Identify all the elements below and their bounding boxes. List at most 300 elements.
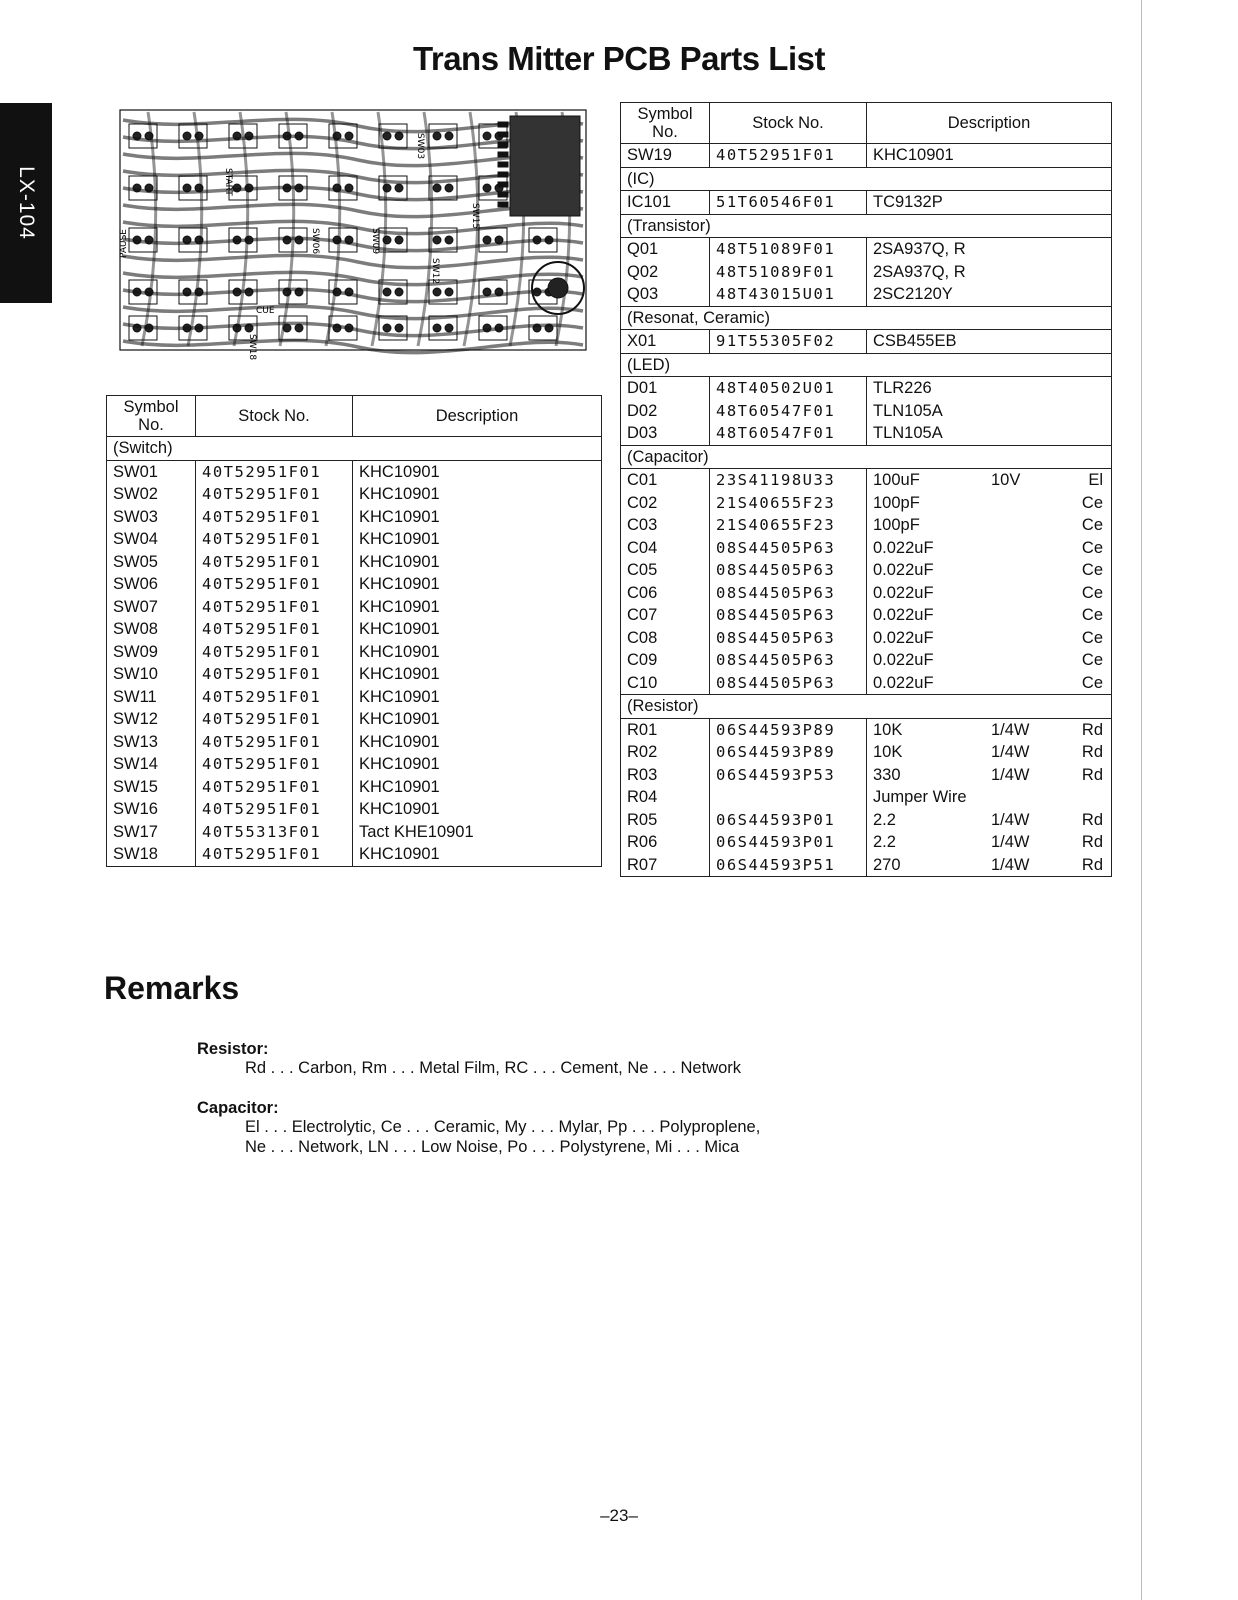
pcb-solder-point: [383, 324, 391, 332]
group-label: (Resonat, Ceramic): [621, 306, 1112, 330]
stock-cell: 21S40655F23: [710, 514, 867, 537]
description-cell: [867, 582, 1112, 605]
pcb-solder-point: [395, 132, 403, 140]
type-code: Ce: [1081, 673, 1103, 692]
pcb-solder-point: [483, 132, 491, 140]
group-label: (Capacitor): [621, 445, 1112, 469]
stock-cell: 48T60547F01: [710, 400, 867, 423]
table-row: [621, 283, 1112, 306]
page-title: Trans Mitter PCB Parts List: [413, 40, 825, 77]
pcb-solder-point: [345, 132, 353, 140]
rating-value: [991, 604, 1073, 627]
stock-cell: 40T52951F01: [196, 573, 353, 596]
description-cell: TLR226: [867, 377, 1112, 400]
side-tab-label: LX-104: [15, 166, 38, 240]
description-value: 100pF: [873, 493, 920, 512]
pcb-ic-pin: [498, 122, 508, 127]
pcb-ic-pin: [498, 152, 508, 157]
stock-cell: 48T60547F01: [710, 422, 867, 445]
stock-cell: 21S40655F23: [710, 492, 867, 515]
symbol-cell: C10: [621, 672, 710, 695]
description-cell: Tact KHE10901: [353, 821, 602, 844]
table-row: [621, 764, 1112, 787]
stock-cell: 40T52951F01: [196, 483, 353, 506]
stock-cell: 08S44505P63: [710, 649, 867, 672]
symbol-cell: R07: [621, 854, 710, 877]
description-cell: [867, 854, 1112, 877]
table-row: [621, 649, 1112, 672]
table-row: [107, 596, 602, 619]
description-cell: [867, 492, 1112, 515]
symbol-cell: SW15: [107, 776, 196, 799]
symbol-cell: IC101: [621, 191, 710, 215]
pcb-trace: [123, 340, 583, 352]
pcb-solder-point: [395, 288, 403, 296]
description-cell: KHC10901: [353, 596, 602, 619]
rating-value: 1/4W: [991, 743, 1030, 761]
stock-cell: 40T52951F01: [196, 528, 353, 551]
symbol-cell: D02: [621, 400, 710, 423]
pcb-solder-point: [433, 184, 441, 192]
symbol-cell: C08: [621, 627, 710, 650]
table-row: [107, 753, 602, 776]
symbol-cell: SW14: [107, 753, 196, 776]
stock-cell: 51T60546F01: [710, 191, 867, 215]
pcb-solder-point: [445, 288, 453, 296]
pcb-ic-pin: [498, 162, 508, 167]
symbol-cell: SW17: [107, 821, 196, 844]
description-cell: TC9132P: [867, 191, 1112, 215]
table-row: [107, 573, 602, 596]
description-value: 0.022uF: [873, 628, 934, 647]
description-value: Jumper Wire: [873, 788, 967, 806]
pcb-ic-pin: [498, 202, 508, 207]
description-cell: [867, 537, 1112, 560]
pcb-silkscreen-label: SW03: [415, 133, 425, 160]
stock-cell: 40T52951F01: [196, 798, 353, 821]
description-cell: [867, 604, 1112, 627]
group-label: (LED): [621, 353, 1112, 377]
page-number: –23–: [600, 1506, 638, 1525]
description-value: 2.2: [873, 833, 896, 851]
description-value: 10K: [873, 743, 903, 761]
rating-value: [991, 627, 1073, 650]
stock-cell: 40T52951F01: [196, 551, 353, 574]
rating-value: [991, 649, 1073, 672]
type-code: [1073, 786, 1103, 809]
description-cell: TLN105A: [867, 400, 1112, 423]
symbol-cell: C06: [621, 582, 710, 605]
symbol-cell: SW19: [621, 144, 710, 168]
description-value: 0.022uF: [873, 606, 934, 624]
symbol-cell: SW11: [107, 686, 196, 709]
table-row: [621, 377, 1112, 400]
parts-table-right: [620, 102, 1112, 877]
rating-value: 1/4W: [991, 810, 1030, 829]
pcb-solder-point: [445, 324, 453, 332]
capacitor-legend-line2: Ne . . . Network, LN . . . Low Noise, Po . . . Polystyrene, Mi . . . Mica: [245, 1138, 740, 1156]
description-cell: KHC10901: [353, 708, 602, 731]
description-value: 10K: [873, 720, 903, 739]
rating-value: 1/4W: [991, 765, 1030, 784]
description-value: 330: [873, 765, 901, 784]
table-row: [621, 400, 1112, 423]
description-cell: KHC10901: [353, 483, 602, 506]
description-cell: KHC10901: [353, 753, 602, 776]
description-value: 270: [873, 855, 901, 874]
table-row: [107, 506, 602, 529]
description-value: 100pF: [873, 516, 920, 534]
description-cell: KHC10901: [353, 663, 602, 686]
type-code: Rd: [1081, 810, 1103, 829]
stock-cell: 06S44593P89: [710, 718, 867, 741]
symbol-cell: SW03: [107, 506, 196, 529]
pcb-solder-point: [395, 184, 403, 192]
description-cell: [867, 718, 1112, 741]
stock-cell: 06S44593P89: [710, 741, 867, 764]
description-cell: [867, 786, 1112, 809]
description-cell: 2SA937Q, R: [867, 238, 1112, 261]
stock-cell: 40T52951F01: [196, 596, 353, 619]
pcb-ic-block: [510, 116, 580, 216]
stock-cell: 91T55305F02: [710, 330, 867, 354]
table-row: [107, 460, 602, 483]
stock-cell: 08S44505P63: [710, 627, 867, 650]
table-row: [621, 854, 1112, 877]
pcb-silkscreen-label: PAUSE: [119, 229, 129, 258]
symbol-cell: C09: [621, 649, 710, 672]
parts-table-left: [106, 395, 602, 867]
pcb-solder-point: [445, 132, 453, 140]
table-row: [107, 708, 602, 731]
pcb-trace: [123, 255, 583, 267]
side-tab: [0, 103, 52, 303]
description-cell: [867, 741, 1112, 764]
type-code: Ce: [1081, 651, 1103, 669]
stock-cell: 06S44593P53: [710, 764, 867, 787]
table-row: [621, 330, 1112, 354]
pcb-silkscreen-label: SW18: [247, 334, 257, 360]
table-row: [107, 776, 602, 799]
symbol-cell: D01: [621, 377, 710, 400]
symbol-cell: SW04: [107, 528, 196, 551]
table-row: [621, 191, 1112, 215]
description-cell: KHC10901: [353, 731, 602, 754]
rating-value: [991, 786, 1073, 809]
table-row: [107, 731, 602, 754]
pcb-solder-point: [483, 236, 491, 244]
pcb-solder-point: [183, 132, 191, 140]
symbol-cell: X01: [621, 330, 710, 354]
type-code: Rd: [1081, 833, 1103, 851]
description-cell: [867, 672, 1112, 695]
symbol-cell: C01: [621, 469, 710, 492]
table-row: [621, 582, 1112, 605]
pcb-layout-diagram: [118, 108, 598, 360]
symbol-cell: C02: [621, 492, 710, 515]
group-row: [621, 214, 1112, 238]
rating-value: [991, 537, 1073, 560]
description-value: 0.022uF: [873, 538, 934, 557]
symbol-cell: Q03: [621, 283, 710, 306]
table-row: [107, 686, 602, 709]
symbol-cell: R04: [621, 786, 710, 809]
table-row: [621, 261, 1112, 284]
description-cell: [867, 469, 1112, 492]
pcb-trace: [234, 112, 248, 346]
type-code: Ce: [1081, 493, 1103, 512]
capacitor-heading: Capacitor:: [197, 1099, 279, 1117]
description-cell: KHC10901: [353, 798, 602, 821]
pcb-solder-point: [395, 324, 403, 332]
table-row: [107, 663, 602, 686]
stock-cell: 40T52951F01: [196, 753, 353, 776]
rating-value: [991, 672, 1073, 695]
symbol-cell: SW05: [107, 551, 196, 574]
pcb-silkscreen-label: SW06: [310, 228, 320, 255]
type-code: Ce: [1081, 516, 1103, 534]
header-description: Description: [353, 396, 602, 437]
symbol-cell: C05: [621, 559, 710, 582]
table-row: [621, 559, 1112, 582]
stock-cell: 08S44505P63: [710, 537, 867, 560]
stock-cell: 40T52951F01: [196, 641, 353, 664]
table-row: [621, 537, 1112, 560]
pcb-ic-pin: [498, 182, 508, 187]
symbol-cell: SW09: [107, 641, 196, 664]
rating-value: 10V: [991, 471, 1021, 489]
table-row: [621, 514, 1112, 537]
pcb-solder-point: [383, 288, 391, 296]
description-cell: KHC10901: [353, 641, 602, 664]
table-header-row: [621, 103, 1112, 144]
symbol-cell: SW07: [107, 596, 196, 619]
symbol-cell: Q02: [621, 261, 710, 284]
description-cell: KHC10901: [353, 843, 602, 866]
description-cell: KHC10901: [353, 573, 602, 596]
symbol-cell: SW08: [107, 618, 196, 641]
group-row: [621, 695, 1112, 719]
table-row: [621, 786, 1112, 809]
stock-cell: 08S44505P63: [710, 604, 867, 627]
rating-value: [991, 492, 1073, 515]
symbol-cell: SW18: [107, 843, 196, 866]
type-code: Ce: [1081, 583, 1103, 602]
symbol-cell: D03: [621, 422, 710, 445]
pcb-solder-point: [433, 236, 441, 244]
description-cell: [867, 514, 1112, 537]
description-cell: [867, 627, 1112, 650]
header-stock: Stock No.: [710, 103, 867, 144]
table-row: [621, 422, 1112, 445]
stock-cell: 40T52951F01: [196, 731, 353, 754]
table-row: [621, 741, 1112, 764]
pcb-silkscreen-label: SW15: [470, 203, 480, 230]
table-row: [107, 551, 602, 574]
table-row: [107, 528, 602, 551]
pcb-silkscreen-label: CUE: [256, 306, 275, 316]
stock-cell: 08S44505P63: [710, 672, 867, 695]
header-symbol: Symbol No.: [107, 396, 196, 437]
pcb-silkscreen-label: START: [223, 168, 233, 196]
symbol-cell: R03: [621, 764, 710, 787]
pcb-solder-point: [433, 132, 441, 140]
table-row: [621, 238, 1112, 261]
group-label: (IC): [621, 167, 1112, 191]
pcb-ic-pin: [498, 172, 508, 177]
pcb-solder-point: [433, 288, 441, 296]
table-row: [621, 672, 1112, 695]
remarks-title: Remarks: [104, 970, 240, 1006]
pcb-round-pad-center: [548, 278, 568, 298]
symbol-cell: SW12: [107, 708, 196, 731]
description-cell: [867, 649, 1112, 672]
stock-cell: [710, 786, 867, 809]
table-row: [621, 831, 1112, 854]
stock-cell: 40T52951F01: [196, 506, 353, 529]
pcb-ic-pin: [498, 132, 508, 137]
symbol-cell: SW02: [107, 483, 196, 506]
stock-cell: 48T51089F01: [710, 261, 867, 284]
description-cell: [867, 764, 1112, 787]
stock-cell: 06S44593P01: [710, 809, 867, 832]
pcb-solder-point: [433, 324, 441, 332]
stock-cell: 40T52951F01: [196, 618, 353, 641]
header-symbol: Symbol No.: [621, 103, 710, 144]
type-code: Rd: [1081, 765, 1103, 784]
pcb-silkscreen-label: SW12: [430, 258, 440, 285]
stock-cell: 23S41198U33: [710, 469, 867, 492]
description-cell: KHC10901: [353, 686, 602, 709]
description-cell: [867, 809, 1112, 832]
symbol-cell: SW01: [107, 460, 196, 483]
symbol-cell: R02: [621, 741, 710, 764]
table-row: [621, 144, 1112, 168]
type-code: Ce: [1081, 606, 1103, 624]
rating-value: 1/4W: [991, 855, 1030, 874]
description-value: 0.022uF: [873, 583, 934, 602]
header-description: Description: [867, 103, 1112, 144]
group-row: [621, 167, 1112, 191]
description-cell: KHC10901: [353, 460, 602, 483]
symbol-cell: C04: [621, 537, 710, 560]
rating-value: 1/4W: [991, 833, 1030, 851]
description-cell: KHC10901: [353, 551, 602, 574]
pcb-ic-pin: [498, 192, 508, 197]
table-header-row: [107, 396, 602, 437]
rating-value: [991, 514, 1073, 537]
symbol-cell: R01: [621, 718, 710, 741]
stock-cell: 08S44505P63: [710, 559, 867, 582]
description-cell: KHC10901: [353, 618, 602, 641]
description-cell: [867, 831, 1112, 854]
symbol-cell: SW13: [107, 731, 196, 754]
stock-cell: 40T52951F01: [196, 708, 353, 731]
rating-value: 1/4W: [991, 720, 1030, 739]
symbol-cell: Q01: [621, 238, 710, 261]
pcb-solder-point: [445, 184, 453, 192]
description-value: 0.022uF: [873, 673, 934, 692]
group-row: [621, 445, 1112, 469]
table-row: [621, 604, 1112, 627]
pcb-solder-point: [483, 184, 491, 192]
pcb-solder-point: [445, 236, 453, 244]
type-code: Rd: [1081, 855, 1103, 874]
type-code: El: [1088, 471, 1103, 489]
table-row: [107, 843, 602, 866]
pcb-solder-point: [395, 236, 403, 244]
description-cell: KHC10901: [353, 506, 602, 529]
header-stock: Stock No.: [196, 396, 353, 437]
table-row: [621, 492, 1112, 515]
table-row: [107, 821, 602, 844]
symbol-cell: R05: [621, 809, 710, 832]
type-code: Ce: [1081, 538, 1103, 557]
description-cell: 2SA937Q, R: [867, 261, 1112, 284]
description-cell: CSB455EB: [867, 330, 1112, 354]
description-cell: TLN105A: [867, 422, 1112, 445]
type-code: Ce: [1081, 628, 1103, 647]
resistor-heading: Resistor:: [197, 1040, 269, 1058]
description-cell: 2SC2120Y: [867, 283, 1112, 306]
type-code: Ce: [1081, 561, 1103, 579]
group-row: [621, 353, 1112, 377]
table-row: [107, 641, 602, 664]
group-label: (Resistor): [621, 695, 1112, 719]
table-row: [621, 627, 1112, 650]
description-value: 2.2: [873, 810, 896, 829]
stock-cell: 06S44593P01: [710, 831, 867, 854]
symbol-cell: R06: [621, 831, 710, 854]
stock-cell: 48T51089F01: [710, 238, 867, 261]
stock-cell: 40T52951F01: [196, 686, 353, 709]
table-row: [621, 718, 1112, 741]
table-row: [107, 618, 602, 641]
symbol-cell: C03: [621, 514, 710, 537]
stock-cell: 40T52951F01: [196, 460, 353, 483]
description-value: 0.022uF: [873, 561, 934, 579]
stock-cell: 40T55313F01: [196, 821, 353, 844]
pcb-trace: [123, 221, 583, 233]
symbol-cell: C07: [621, 604, 710, 627]
description-cell: KHC10901: [353, 776, 602, 799]
description-cell: [867, 559, 1112, 582]
rating-value: [991, 559, 1073, 582]
pcb-silkscreen-label: SW09: [370, 228, 380, 255]
group-row: [107, 437, 602, 461]
table-row: [621, 809, 1112, 832]
group-label: (Transistor): [621, 214, 1112, 238]
stock-cell: 40T52951F01: [196, 663, 353, 686]
description-cell: KHC10901: [353, 528, 602, 551]
table-row: [621, 469, 1112, 492]
stock-cell: 40T52951F01: [710, 144, 867, 168]
capacitor-legend-line1: El . . . Electrolytic, Ce . . . Ceramic, My . . . Mylar, Pp . . . Polyproplene,: [245, 1118, 761, 1136]
type-code: Rd: [1081, 743, 1103, 761]
stock-cell: 40T52951F01: [196, 843, 353, 866]
stock-cell: 48T40502U01: [710, 377, 867, 400]
symbol-cell: SW06: [107, 573, 196, 596]
group-row: [621, 306, 1112, 330]
stock-cell: 40T52951F01: [196, 776, 353, 799]
table-row: [107, 483, 602, 506]
stock-cell: 08S44505P63: [710, 582, 867, 605]
description-value: 100uF: [873, 471, 920, 489]
scan-edge-line: [1141, 0, 1142, 1600]
symbol-cell: SW16: [107, 798, 196, 821]
pcb-solder-point: [383, 132, 391, 140]
rating-value: [991, 582, 1073, 605]
